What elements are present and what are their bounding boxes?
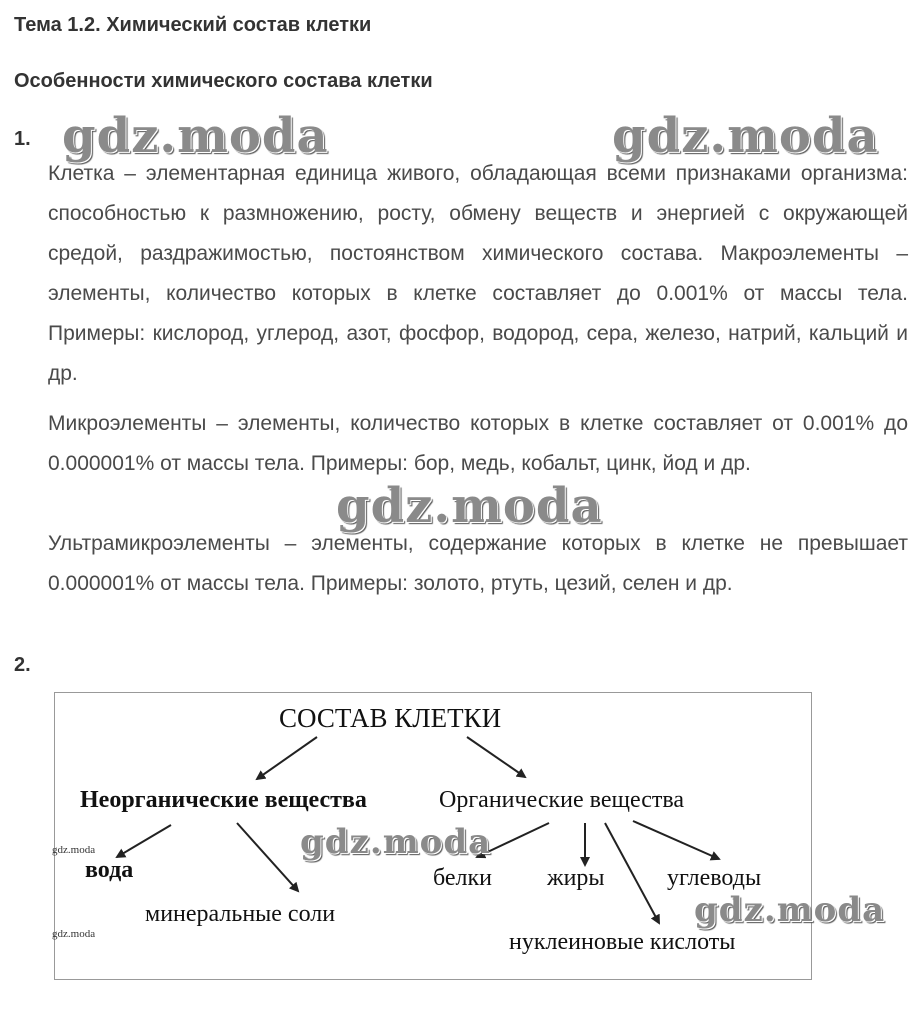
watermark-top-left: gdz.moda bbox=[62, 108, 329, 164]
section-title: Особенности химического состава клетки bbox=[14, 70, 433, 92]
watermark-middle: gdz.moda bbox=[336, 478, 603, 534]
diagram-minerals-label: минеральные соли bbox=[145, 901, 336, 927]
task-2-number: 2. bbox=[14, 654, 31, 676]
arrow-organic-to-carbs bbox=[633, 821, 719, 859]
diagram-organic-label: Органические вещества bbox=[439, 787, 685, 813]
watermark-diagram-right: gdz.moda bbox=[694, 890, 886, 930]
watermark-small-2: gdz.moda bbox=[52, 928, 96, 940]
watermark-top-right: gdz.moda bbox=[612, 108, 879, 164]
task-1-number: 1. bbox=[14, 128, 31, 150]
paragraph-ultramicroelements: Ультрамикроэлементы – элементы, содержание которых в клетке не превышает 0.000001% от массы тела. Примеры: золото, ртуть, цезий, селен и др. bbox=[48, 532, 908, 595]
arrow-root-to-inorganic bbox=[257, 737, 317, 779]
diagram-carbs-label: углеводы bbox=[667, 865, 762, 891]
paragraph-cell-and-macroelements: Клетка – элементарная единица живого, обладающая всеми признаками организма: способностью к размножению, росту, обмену веществ и энергией с окружающей средой, раздражимостью, постоянством химического состава. Макроэлементы – элементы, количество которых в клетке составляет до 0.001% от массы тела. Примеры: кислород, углерод, азот, фосфор, водород, сера, железо, натрий, кальций и др. bbox=[48, 162, 908, 385]
diagram-nucleic-label: нуклеиновые кислоты bbox=[509, 929, 736, 955]
paragraph-microelements: Микроэлементы – элементы, количество которых в клетке составляет от 0.001% до 0.000001% от массы тела. Примеры: бор, медь, кобальт, цинк, йод и др. bbox=[48, 412, 908, 475]
diagram-root-label: СОСТАВ КЛЕТКИ bbox=[279, 703, 502, 733]
topic-title: Тема 1.2. Химический состав клетки bbox=[14, 14, 372, 36]
diagram-water-label: вода bbox=[85, 857, 134, 883]
diagram-inorganic-label: Неорганические вещества bbox=[80, 787, 367, 813]
arrow-root-to-organic bbox=[467, 737, 525, 777]
diagram-fats-label: жиры bbox=[547, 865, 605, 891]
watermark-diagram-center: gdz.moda bbox=[300, 822, 492, 862]
watermark-small-1: gdz.moda bbox=[52, 844, 96, 856]
arrow-inorganic-to-water bbox=[117, 825, 171, 857]
diagram-proteins-label: белки bbox=[433, 865, 493, 891]
arrow-inorganic-to-minerals bbox=[237, 823, 298, 891]
arrow-organic-to-nucleic bbox=[605, 823, 659, 923]
